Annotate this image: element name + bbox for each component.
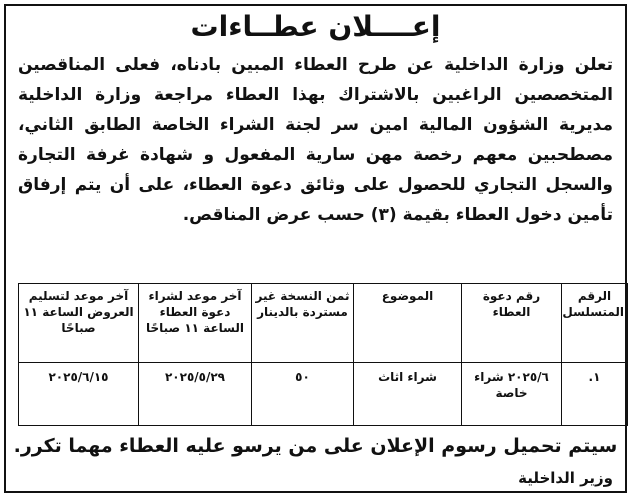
cell-submission-deadline: ٢٠٢٥/٦/١٥ xyxy=(19,363,139,426)
cell-subject: شراء اثاث xyxy=(354,363,462,426)
header-purchase-deadline: آخر موعد لشراء دعوة العطاء الساعة ١١ صباحًا xyxy=(139,284,252,363)
cell-copy-price: ٥٠ xyxy=(252,363,354,426)
fees-note: سيتم تحميل رسوم الإعلان على من يرسو عليه العطاء مهما تكرر. xyxy=(13,435,618,457)
header-submission-deadline: آخر موعد لتسليم العروض الساعة ١١ صباحًا xyxy=(19,284,139,363)
announcement-title: إعــــلان عطــاءات xyxy=(190,10,441,43)
header-tender-number: رقم دعوة العطاء xyxy=(462,284,562,363)
signature: وزير الداخلية xyxy=(518,469,613,487)
header-subject: الموضوع xyxy=(354,284,462,363)
table-header-row xyxy=(19,284,628,363)
announcement-frame xyxy=(4,4,627,493)
header-serial: الرقم المتسلسل xyxy=(562,284,628,363)
announcement-body: تعلن وزارة الداخلية عن طرح العطاء المبين بادناه، فعلى المناقصين المتخصصين الراغبين بالاشتراك بهذا العطاء مراجعة وزارة الداخلية مديرية الشؤون المالية امين سر لجنة الشراء الخاصة الطابق الثاني، مصطحبين معهم رخصة مهن سارية المفعول و شهادة غرفة التجارة والسجل التجاري للحصول على وثائق دعوة العطاء، على أن يتم إرفاق تأمين دخول العطاء بقيمة (٣) حسب عرض المناقص. xyxy=(18,55,613,225)
header-copy-price: ثمن النسخة غير مستردة بالدينار xyxy=(252,284,354,363)
cell-tender-number: ٢٠٢٥/٦ شراء خاصة xyxy=(462,363,562,426)
cell-serial: ١. xyxy=(562,363,628,426)
tender-table xyxy=(18,283,628,426)
table-row xyxy=(19,363,628,426)
cell-purchase-deadline: ٢٠٢٥/٥/٢٩ xyxy=(139,363,252,426)
